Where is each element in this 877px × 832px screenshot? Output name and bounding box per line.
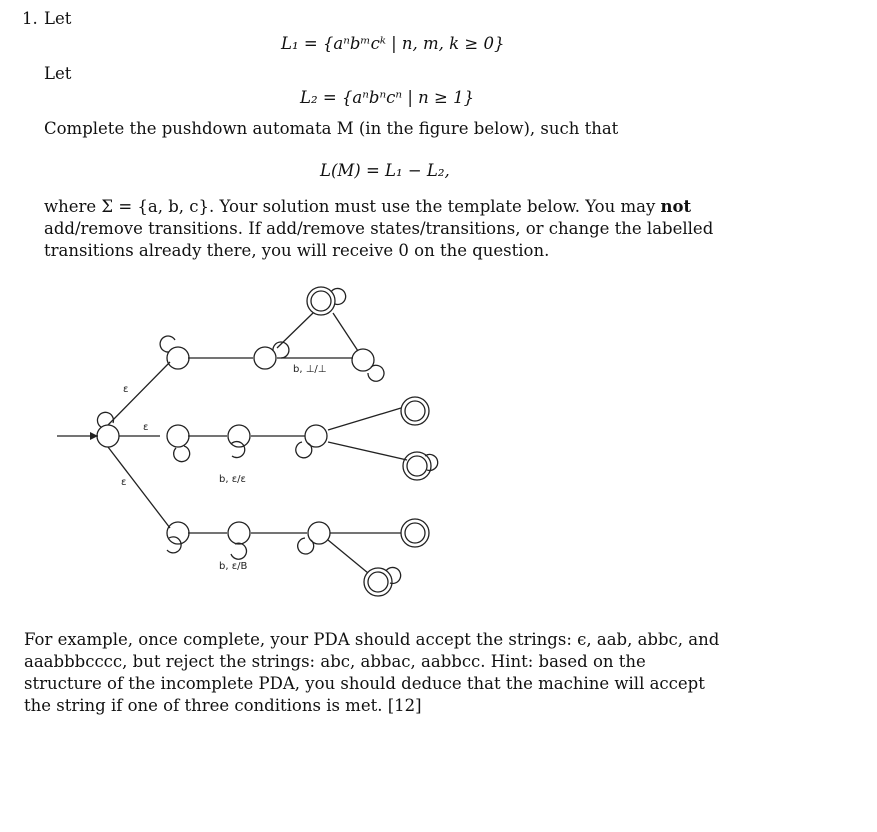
instructions-paragraph [44, 196, 734, 262]
label-eps-bot: ε [121, 477, 127, 488]
label-bot-transition: b, ε/B [219, 561, 248, 572]
l2-definition: L₂ = {aⁿbⁿcⁿ | n ≥ 1} [300, 88, 475, 107]
instructions-part1: where Σ = {a, b, c}. Your solution must use the template below. You may [44, 197, 661, 216]
state-top-3-accept [307, 287, 346, 315]
state-bot-1 [167, 522, 189, 553]
footer-paragraph: For example, once complete, your PDA should accept the strings: ϵ, aab, abbc, and aaabbbcccc, but reject the strings: abc, abbac, aabbcc. Hint: based on the structure of the incomplete PDA, you should deduce that the machine will accept the string if one of three conditions is met. [12] [24, 630, 720, 715]
edge-q0-top [108, 362, 170, 425]
instructions-part2: add/remove transitions. If add/remove states/transitions, or change the labelled transitions already there, you will receive 0 on the question. [44, 219, 714, 260]
label-top-transition: b, ⊥/⊥ [293, 364, 327, 375]
label-eps-top: ε [123, 384, 129, 395]
state-mid-5-accept [403, 452, 438, 480]
let-label-1: Let [44, 9, 72, 28]
state-mid-4-accept [401, 397, 429, 425]
edge-q0-bot [108, 447, 170, 528]
edge-mid-3-4 [328, 408, 401, 430]
pda-figure [45, 268, 465, 608]
label-eps-mid: ε [143, 422, 149, 433]
state-bot-5-accept [364, 567, 401, 596]
edge-top-3-4 [333, 313, 358, 351]
problem-number: 1. [22, 9, 38, 28]
state-mid-2 [228, 425, 250, 458]
instructions-not-emphasis: not [660, 197, 692, 216]
complete-sentence: Complete the pushdown automata M (in the figure below), such that [44, 119, 619, 138]
state-top-2 [254, 342, 289, 369]
state-bot-4-accept [401, 519, 429, 547]
state-top-1 [160, 336, 189, 369]
l1-definition: L₁ = {aⁿbᵐcᵏ | n, m, k ≥ 0} [281, 34, 505, 53]
state-bot-2 [228, 522, 250, 559]
label-mid-transition: b, ε/ε [219, 474, 246, 485]
edge-mid-3-5 [328, 442, 407, 460]
edge-bot-3-5 [328, 540, 368, 573]
let-label-2: Let [44, 64, 72, 83]
state-mid-1 [167, 425, 190, 462]
state-top-4 [352, 349, 384, 381]
state-mid-3 [296, 425, 327, 458]
state-bot-3 [298, 522, 330, 554]
lm-definition: L(M) = L₁ − L₂, [320, 161, 450, 180]
